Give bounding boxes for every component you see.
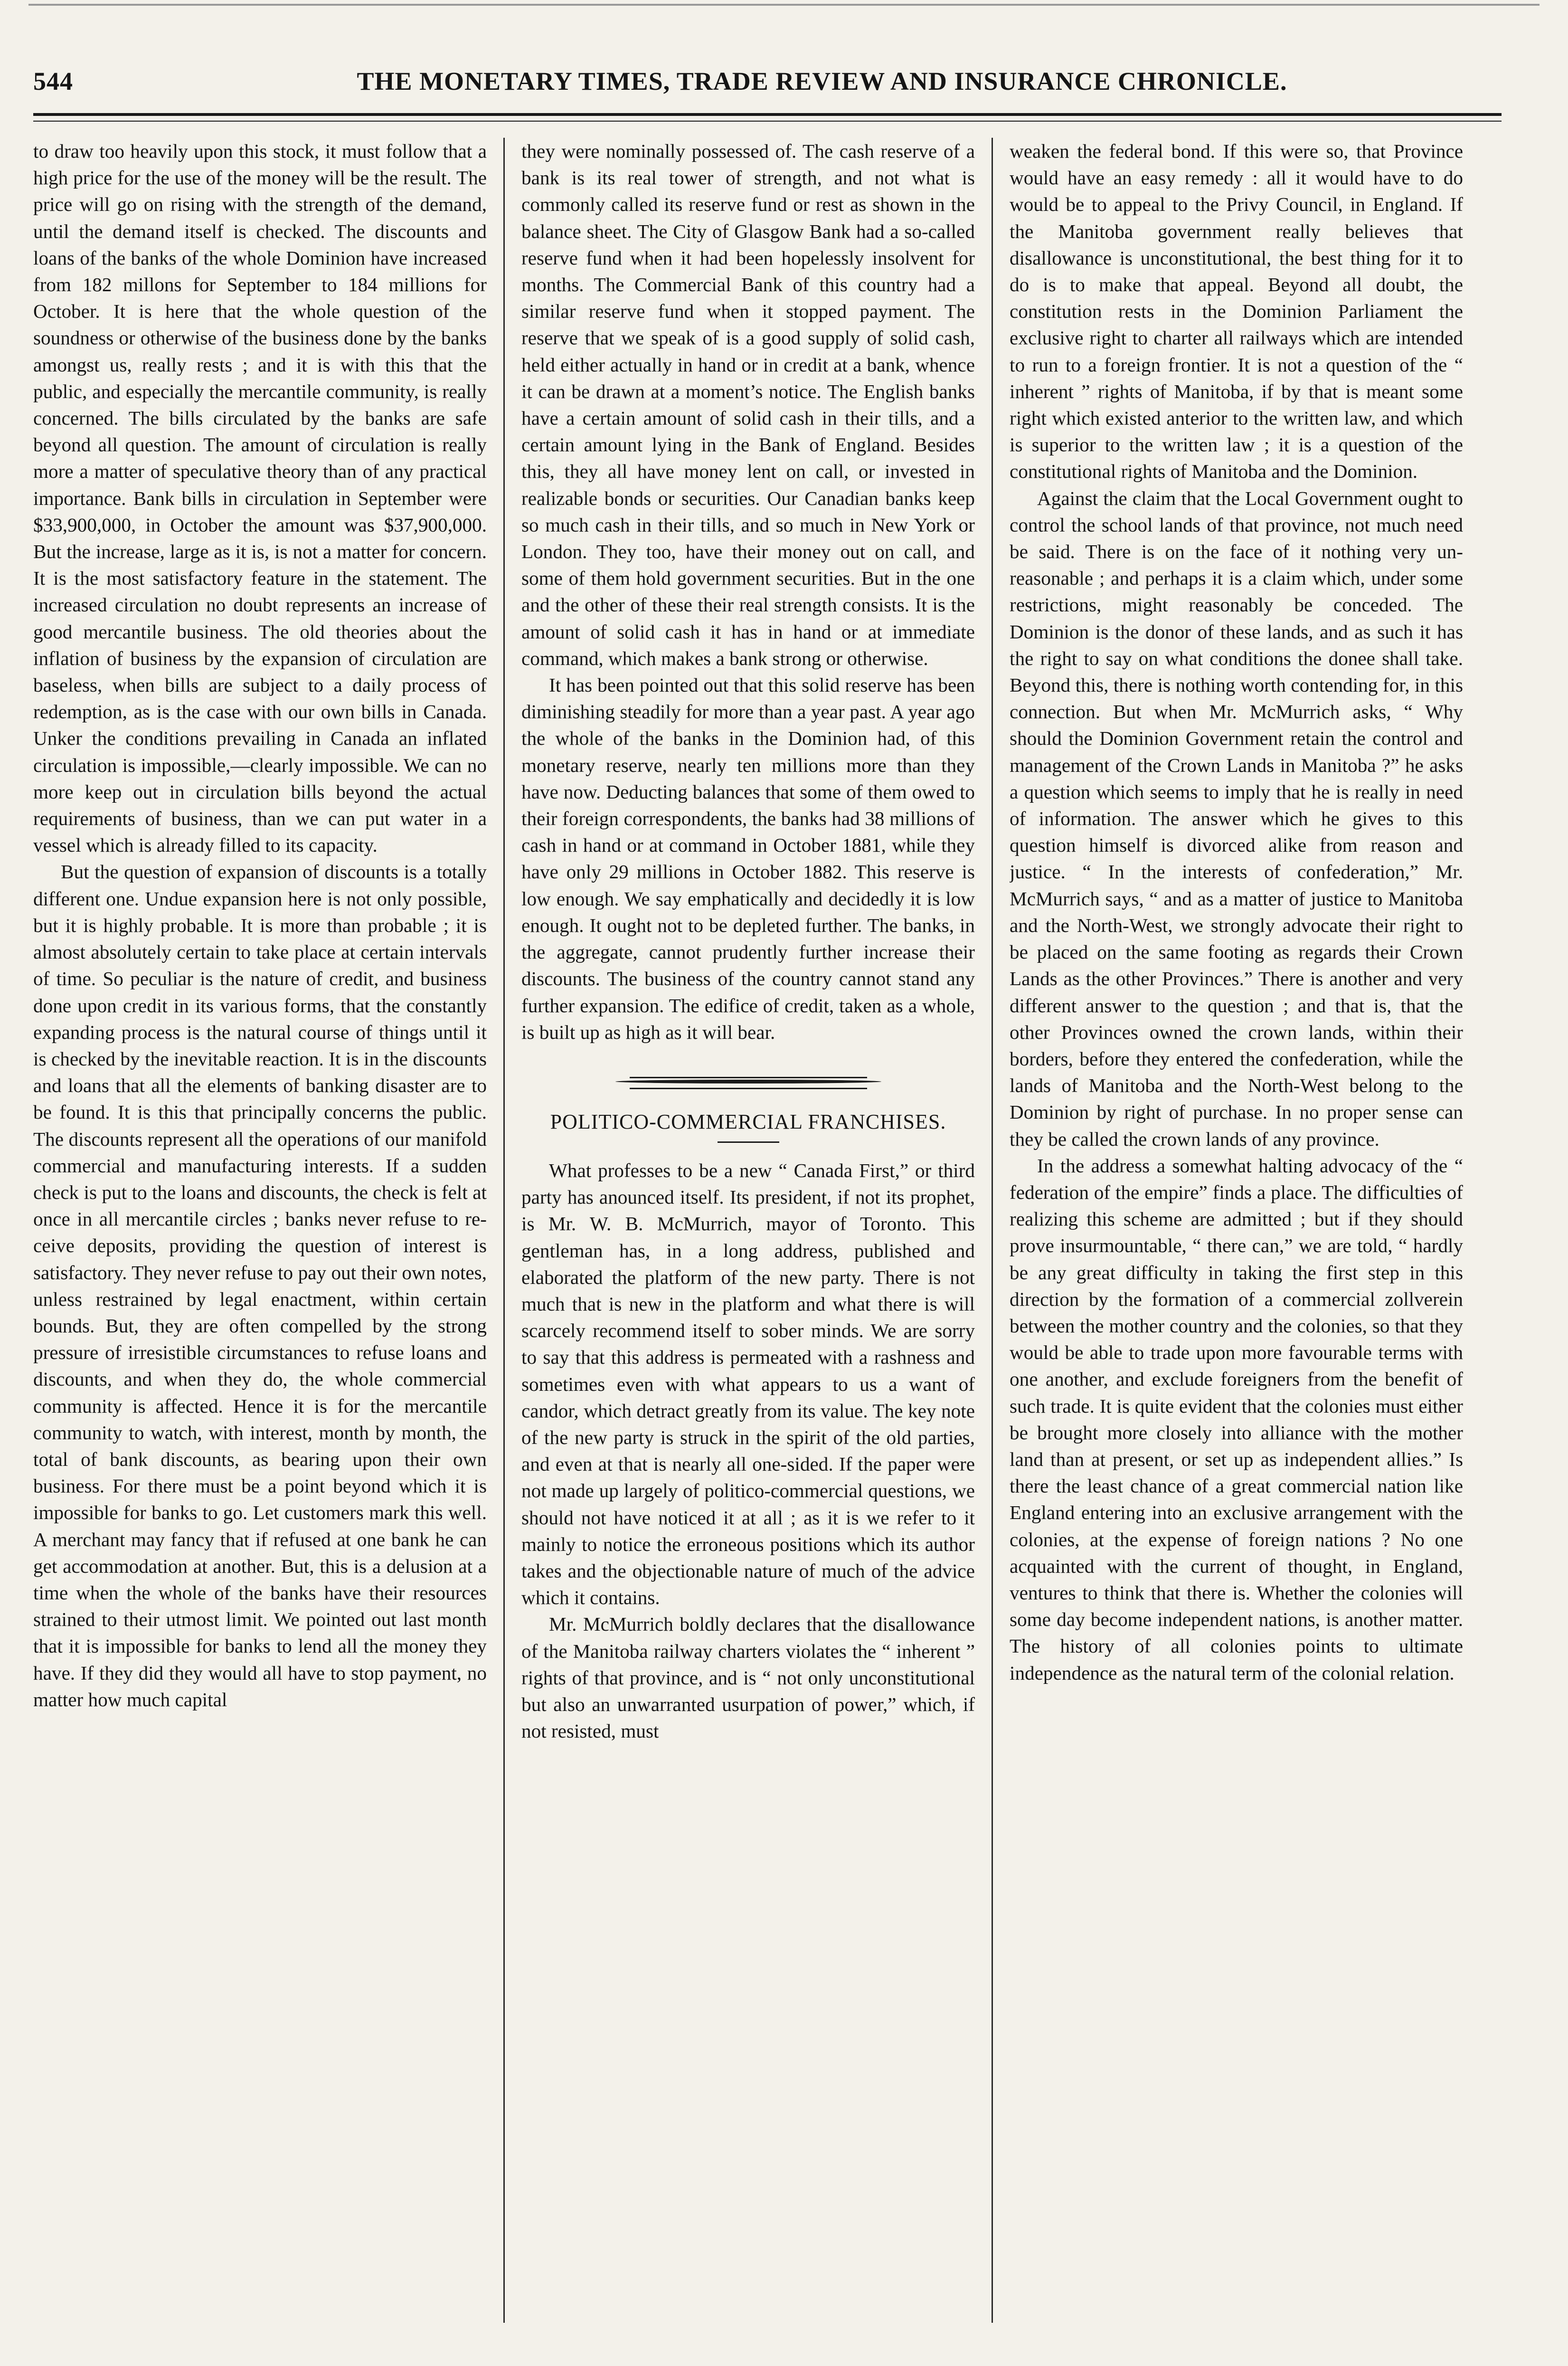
column-1 [33,138,487,2328]
paragraph: What professes to be a new “ Canada First,” or third party has anounced itself. Its president, if not its prophet, is Mr. W. B. McMurrich, mayor of Toronto. This gentleman has, in a long address, published and elaborated the platform of the new party. There is not much that is new in the platform and what there is will scarcely recommend itself to sober minds. We are sorry to say that this address is permeated with a rashness and sometimes even with what appears to us a want of candor, which detract greatly from its value. The key note of the new party is struck in the spirit of the old parties, and even at that is nearly all one-sided. If the paper were not made up largely of politico-commercial questions, we should not have noticed it at all ; as it is we refer to it mainly to notice the erroneous positions which its author takes and the objectionable nature of much of the advice which it contains. [521,1159,975,1609]
page-header [33,67,1502,109]
paragraph: It has been pointed out that this solid reserve has been diminishing steadily for more than a year past. A year ago the whole of the banks in the Dominion had, of this monetary reserve, nearly ten millions more than they have now. Deducting balances that some of them owed to their foreign correspondents, the banks had 38 millions of cash in hand or at command in October 1881, while they have only 29 millions in October 1882. This reserve is low enough. We say emphatically and decidedly it is low enough. It ought not to be depleted further. The banks, in the aggregate, cannot prudently further increase their discounts. The business of the country cannot stand any further expansion. The edifice of credit, taken as a whole, is built up as high as it will bear. [521,674,975,1043]
journal-title: THE MONETARY TIMES, TRADE REVIEW AND INSURANCE CHRONICLE. [357,67,1287,95]
paragraph: they were nominally possessed of. The cash reserve of a bank is its real tower of strength, and not what is commonly called its reserve fund or rest as shown in the balance sheet. The City of Glasgow Bank had a so-called reserve fund when it had been hopelessly insolvent for months. The Commercial Bank of this country had a similar reserve fund when it stopped payment. The reserve that we speak of is a good supply of solid cash, held either actually in hand or in credit at a bank, whence it can be drawn at a moment’s notice. The English banks have a certain amount of solid cash in their tills, and a certain amount lying in the Bank of England. Besides this, they all have money lent on call, or invested in realizable bonds or securities. Our Canadian banks keep so much cash in their tills, and so much in New York or London. They too, have their money out on call, and some of them hold government securities. But in the one and the other of these their real strength consists. It is the amount of solid cash it has in hand or at immediate command, which makes a bank strong or otherwise. [521,140,975,669]
page-number: 544 [33,67,73,95]
paragraph: weaken the federal bond. If this were so, that Province would have an easy remedy : all it would have to do would be to appeal to the Privy Council, in England. If the Manitoba government really believes that disallowance is unconstitutional, the best thing for it to do is to make that appeal. Beyond all doubt, the constitution rests in the Dominion Parliament the exclusive right to charter all railways which are intended to run to a foreign frontier. It is not a question of the “ inherent ” rights of Manitoba, if by that is meant some right which existed anterior to the written law, and which is superior to the written law ; it is a question of the constitutional rights of Manitoba and the Dominion. [1010,140,1463,483]
paragraph: Mr. McMurrich boldly declares that the disallowance of the Manitoba railway charters violates the “ inherent ” rights of that province, and is “ not only unconstitutional but also an unwarranted usurpation of power,” which, if not resisted, must [521,1613,975,1742]
section-separator-ornament [615,1073,881,1090]
header-rule [33,113,1502,122]
paragraph: In the address a somewhat halting advocacy of the “ federation of the empire” finds a place. The difficulties of realizing this scheme are admitted ; but if they should prove insurmountable, “ there can,” we are told, “ hardly be any great difficulty in taking the first step in this direction by the formation of a commercial zollverein between the mother country and the colonies, so that they would be able to trade upon more favourable terms with one another, and exclude foreigners from the benefit of such trade. It is quite evident that the colonies must either be brought more closely into alliance with the mother land than at present, or set up as independent allies.” Is there the least chance of a great commercial nation like England entering into an exclusive arrangement with the colonies, at the expense of foreign nations ? No one acquainted with the current of thought, in England, ventures to think that there is. Whether the colonies will some day become independent nations, is another matter. The history of all colonies points to ultimate independence as the natural term of the colonial relation. [1010,1154,1463,1684]
paragraph: Against the claim that the Local Government ought to control the school lands of that province, not much need be said. There is on the face of it nothing very unreasonable ; and perhaps it is a claim which, under some restrictions, might reasonably be conceded. The Dominion is the donor of these lands, and as such it has the right to say on what conditions the donee shall take. Beyond this, there is nothing worth contending for, in this connection. But when Mr. McMurrich asks, “ Why should the Dominion Government retain the control and management of the Crown Lands in Manitoba ?” he asks a question which seems to imply that he is really in need of information. The answer which he gives to this question himself is divorced alike from reason and justice. “ In the interests of confederation,” Mr. McMurrich says, “ and as a matter of justice to Manitoba and the North-West, we strongly advocate their right to be placed on the same footing as regards their Crown Lands as the other Provinces.” There is another and very different answer to the question ; and that is, that the other Provinces owned the crown lands, within their borders, before they entered the confederation, while the lands of Manitoba and the North-West belong to the Dominion by right of purchase. In no proper sense can they be called the crown lands of any province. [1010,487,1463,1150]
article-columns [33,138,1463,2328]
section-heading: POLITICO-COMMERCIAL FRANCHISES. [550,1110,946,1133]
paragraph: But the question of expansion of discounts is a totally different one. Undue expansion here is not only possible, but it is highly probable. It is more than probable ; it is almost absolutely certain to take place at certain intervals of time. So peculiar is the nature of credit, and business done upon credit in its various forms, that the constantly expanding process is the natural course of things until it is checked by the inevitable reaction. It is in the discounts and loans that all the elements of banking disaster are to be found. It is this that principally concerns the public. The discounts represent all the operations of our manifold commercial and manufacturing interests. If a sudden check is put to the loans and discounts, the check is felt at once in all mercantile circles ; banks never refuse to receive deposits, providing the question of interest is satisfactory. They never refuse to pay out their own notes, unless restrained by legal enactment, within certain bounds. But, they are often compelled by the strong pressure of irresistible circumstances to refuse loans and discounts, and when they do, the whole commercial community is affected. Hence it is for the mercantile community to watch, with interest, month by month, the total of bank discounts, as bearing upon their own business. For there must be a point beyond which it is impossible for banks to go. Let customers mark this well. A merchant may fancy that if refused at one bank he can get accommodation at another. But, this is a delusion at a time when the whole of the banks have their resources strained to their utmost limit. We pointed out last month that it is impossible for banks to lend all the money they have. If they did they would all have to stop payment, no matter how much capital [33,861,487,1710]
paragraph: to draw too heavily upon this stock, it must follow that a high price for the use of the money will be the result. The price will go on rising with the strength of the demand, until the demand itself is checked. The discounts and loans of the banks of the whole Dominion have increased from 182 millons for September to 184 millions for October. It is here that the whole question of the soundness or otherwise of the business done by the banks amongst us, really rests ; and it is with this that the public, and especially the mercantile community, is really concerned. The bills circulated by the banks are safe beyond all question. The amount of circulation is really more a matter of speculative theory than of any practical importance. Bank bills in circulation in September were $33,900,000, in October the amount was $37,900,000. But the increase, large as it is, is not a matter for concern. It is the most satisfactory feature in the statement. The increased circulation no doubt represents an increase of good mercantile business. The old theories about the inflation of business by the expansion of circulation are baseless, when bills are subject to a daily process of redemption, as is the case with our own bills in Canada. Unker the conditions prevailing in Canada an inflated circulation is impossible,—clearly impossible. We can no more keep out in circulation bills beyond the actual requirements of business, than we can put water in a vessel which is already filled to its capacity. [33,140,487,856]
column-2 [521,138,975,2328]
column-3 [1010,138,1463,2328]
top-edge-rule [28,4,1540,6]
heading-rule [718,1141,779,1143]
